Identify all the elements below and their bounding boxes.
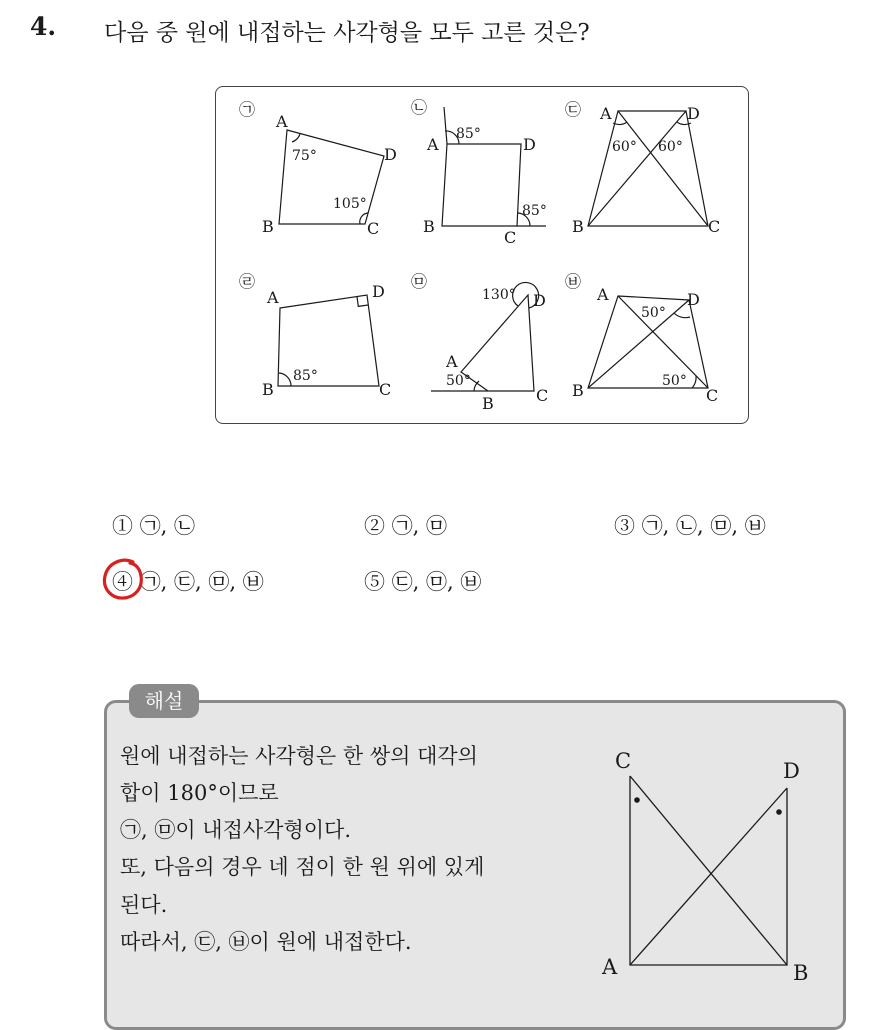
fig1-label-b: B bbox=[262, 217, 274, 236]
fig4-label-c: C bbox=[379, 380, 392, 399]
fig1-angle-c: 105° bbox=[333, 196, 367, 212]
fig2-label-a: A bbox=[427, 135, 439, 154]
fig3-diagonal-ac bbox=[618, 111, 708, 226]
choice-5-number: ⑤ bbox=[364, 570, 385, 594]
choice-4-number: ④ bbox=[112, 570, 133, 594]
choice-1-number: ① bbox=[112, 514, 133, 538]
solution-label-a: A bbox=[602, 955, 618, 979]
fig6-label-c: C bbox=[706, 386, 719, 405]
fig1-marker: ㉠ bbox=[239, 100, 256, 119]
fig6-angle-arc-d bbox=[674, 313, 690, 318]
solution-line-1: 원에 내접하는 사각형은 한 쌍의 대각의 bbox=[120, 744, 478, 768]
fig3-label-b: B bbox=[572, 217, 584, 236]
fig2-label-c: C bbox=[504, 228, 517, 247]
fig4-angle-arc-b bbox=[279, 373, 291, 386]
fig5-label-a: A bbox=[446, 352, 458, 371]
choice-3-number: ③ bbox=[614, 514, 635, 538]
solution-line-6: 따라서, ㉢, ㉥이 원에 내접한다. bbox=[120, 930, 412, 954]
solution-label-b: B bbox=[793, 961, 809, 985]
solution-figure-diagonal-da bbox=[630, 788, 787, 965]
fig2-label-d: D bbox=[523, 135, 536, 154]
figures-svg bbox=[216, 87, 748, 423]
fig5-quadrilateral bbox=[461, 295, 534, 391]
fig3-label-d: D bbox=[687, 104, 700, 123]
fig2-angle-c: 85° bbox=[522, 203, 547, 219]
fig5-label-c: C bbox=[536, 386, 549, 405]
solution-tab: 해설 bbox=[129, 684, 199, 718]
solution-angle-dot-d bbox=[776, 809, 782, 815]
choice-2[interactable] bbox=[364, 510, 447, 540]
fig3-angle-d: 60° bbox=[658, 139, 683, 155]
fig2-marker: ㉡ bbox=[411, 98, 428, 117]
fig2-quadrilateral bbox=[442, 144, 521, 226]
fig4-right-angle-mark bbox=[357, 297, 368, 307]
fig2-angle-a: 85° bbox=[456, 126, 481, 142]
solution-line-5: 된다. bbox=[120, 893, 168, 917]
fig4-label-a: A bbox=[267, 288, 279, 307]
fig6-label-b: B bbox=[572, 381, 584, 400]
fig6-label-d: D bbox=[687, 290, 700, 309]
fig1-label-c: C bbox=[367, 219, 380, 238]
solution-figure-diagonal-cb bbox=[630, 776, 787, 965]
question-text: 다음 중 원에 내접하는 사각형을 모두 고른 것은? bbox=[104, 20, 590, 46]
fig5-label-d: D bbox=[533, 291, 546, 310]
choice-3-text: ㉠, ㉡, ㉤, ㉥ bbox=[641, 514, 766, 538]
choice-5-text: ㉢, ㉤, ㉥ bbox=[391, 570, 482, 594]
fig3-label-c: C bbox=[708, 217, 721, 236]
fig5-angle-b: 50° bbox=[446, 373, 471, 389]
fig4-label-d: D bbox=[372, 282, 385, 301]
fig1-label-d: D bbox=[384, 145, 397, 164]
fig2-extension-line bbox=[444, 107, 447, 144]
choice-5[interactable] bbox=[364, 566, 481, 596]
choice-2-number: ② bbox=[364, 514, 385, 538]
fig3-angle-a: 60° bbox=[612, 139, 637, 155]
fig6-angle-c: 50° bbox=[662, 373, 687, 389]
fig5-marker: ㉤ bbox=[411, 272, 428, 291]
fig1-angle-arc-a bbox=[292, 134, 300, 142]
fig4-marker: ㉣ bbox=[239, 272, 256, 291]
fig2-label-b: B bbox=[423, 217, 435, 236]
solution-figure bbox=[588, 738, 828, 988]
fig5-angle-d: 130° bbox=[482, 287, 516, 303]
fig6-angle-arc-c bbox=[692, 376, 696, 388]
fig1-quadrilateral bbox=[279, 130, 384, 224]
solution-label-d: D bbox=[783, 759, 800, 783]
fig5-label-b: B bbox=[482, 394, 494, 413]
choice-2-text: ㉠, ㉤ bbox=[391, 514, 448, 538]
fig4-label-b: B bbox=[262, 380, 274, 399]
fig6-angle-d: 50° bbox=[641, 305, 666, 321]
choice-1[interactable] bbox=[112, 510, 195, 540]
fig6-label-a: A bbox=[597, 285, 609, 304]
solution-label-c: C bbox=[615, 749, 632, 773]
fig4-angle-b: 85° bbox=[293, 368, 318, 384]
selected-answer-circle-mark bbox=[100, 556, 152, 602]
solution-line-2: 합이 180°이므로 bbox=[120, 781, 279, 805]
figure-box bbox=[215, 86, 749, 424]
choice-1-text: ㉠, ㉡ bbox=[139, 514, 196, 538]
question-number: 4. bbox=[30, 12, 57, 41]
choice-4-text: ㉠, ㉢, ㉤, ㉥ bbox=[139, 570, 264, 594]
solution-line-3: ㉠, ㉤이 내접사각형이다. bbox=[120, 818, 351, 842]
solution-angle-dot-c bbox=[634, 797, 640, 803]
choice-3[interactable] bbox=[614, 510, 766, 540]
solution-line-4: 또, 다음의 경우 네 점이 한 원 위에 있게 bbox=[120, 855, 485, 879]
fig6-marker: ㉥ bbox=[565, 272, 582, 291]
fig3-trapezoid bbox=[588, 111, 708, 226]
fig3-label-a: A bbox=[600, 104, 612, 123]
fig1-angle-a: 75° bbox=[292, 148, 317, 164]
fig1-label-a: A bbox=[276, 112, 288, 131]
fig3-marker: ㉢ bbox=[565, 100, 582, 119]
